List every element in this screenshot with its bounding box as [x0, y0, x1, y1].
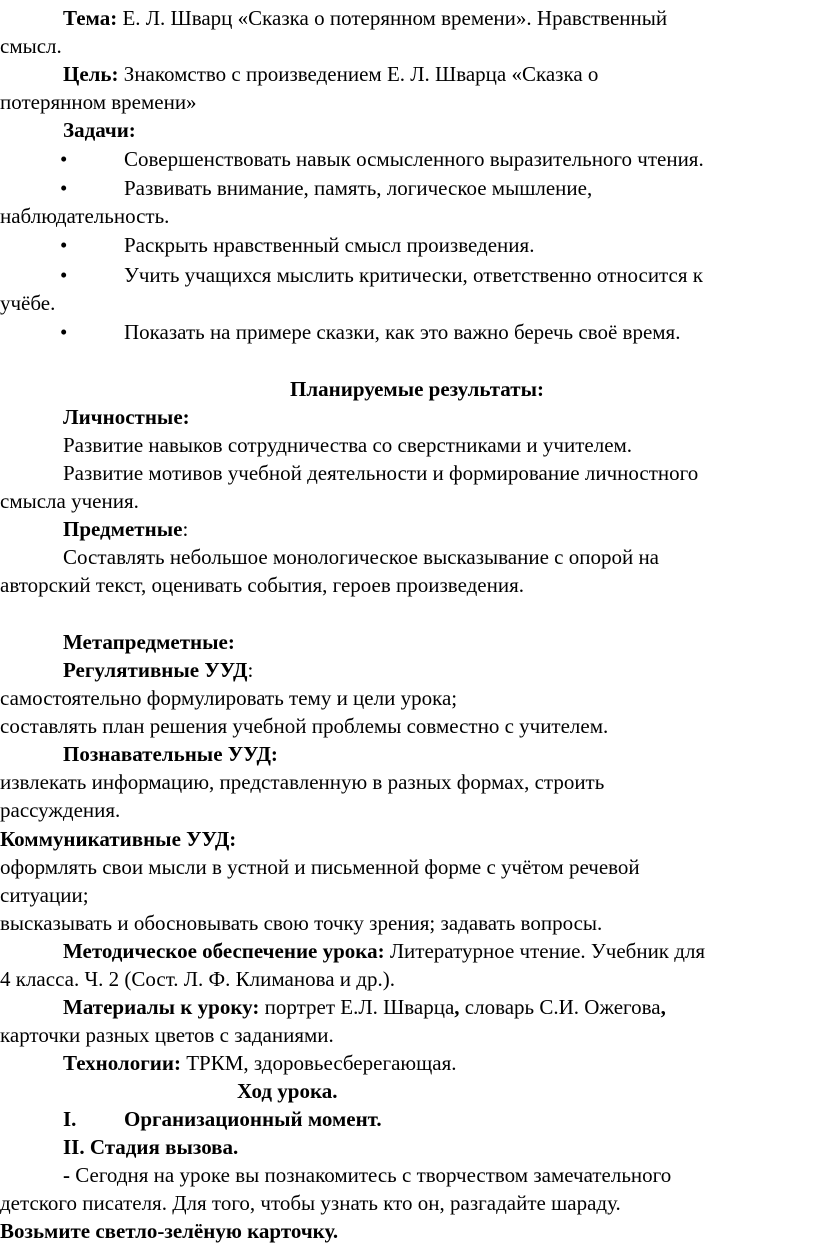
personal-label: Личностные: — [63, 405, 190, 429]
materials-label: Материалы к уроку: — [63, 995, 260, 1019]
intro-line — [63, 1161, 671, 1189]
task-item-2-cont: наблюдательность. — [0, 204, 170, 228]
goal-text: Знакомство с произведением Е. Л. Шварца «Сказка о — [118, 62, 599, 86]
methodology-label: Методическое обеспечение урока: — [63, 939, 385, 963]
personal-item-1: Развитие навыков сотрудничества со сверстниками и учителем. — [63, 433, 633, 457]
step-number: I. — [63, 1107, 77, 1131]
methodology-line-cont: 4 класса. Ч. 2 (Сост. Л. Ф. Климанова и др.). — [0, 967, 395, 991]
materials-line-cont: карточки разных цветов с заданиями. — [0, 1023, 334, 1047]
cognitive-item-cont: рассуждения. — [0, 798, 121, 822]
regulatory-label: Регулятивные УУД — [63, 658, 248, 682]
materials-text-b: словарь С.И. Ожегова — [459, 995, 661, 1019]
results-heading: Планируемые результаты: — [290, 377, 544, 401]
task-item-2 — [0, 174, 816, 202]
lesson-heading: Ход урока. — [237, 1079, 338, 1103]
subject-item-cont: авторский текст, оценивать события, героев произведения. — [0, 573, 525, 597]
topic-line-cont: смысл. — [0, 34, 62, 58]
intro-line-cont: детского писателя. Для того, чтобы узнать кто он, разгадайте шараду. — [0, 1191, 621, 1215]
cognitive-item: извлекать информацию, представленную в разных формах, строить — [0, 770, 605, 794]
cognitive-label: Познавательные УУД: — [63, 742, 278, 766]
bullet-icon: • — [60, 233, 68, 257]
materials-text-a: портрет Е.Л. Шварца — [259, 995, 455, 1019]
intro-text: Сегодня на уроке вы познакомитесь с творчеством замечательного — [70, 1163, 672, 1187]
communicative-item-1-cont: ситуации; — [0, 883, 89, 907]
topic-text: Е. Л. Шварц «Сказка о потерянном времени». Нравственный — [117, 6, 668, 30]
technologies-line — [63, 1049, 456, 1077]
topic-label: Тема: — [63, 6, 118, 30]
meta-label: Метапредметные: — [63, 630, 235, 654]
technologies-text: ТРКМ, здоровьесберегающая. — [180, 1051, 457, 1075]
task-text: Развивать внимание, память, логическое мышление, — [124, 176, 593, 200]
task-item-3 — [0, 231, 816, 259]
subject-colon: : — [182, 517, 189, 541]
subject-heading — [63, 515, 188, 543]
methodology-text: Литературное чтение. Учебник для — [384, 939, 706, 963]
subject-item: Составлять небольшое монологическое высказывание с опорой на — [63, 545, 659, 569]
personal-item-2-cont: смысла учения. — [0, 489, 139, 513]
bullet-icon: • — [60, 176, 68, 200]
task-item-4 — [0, 261, 816, 289]
methodology-line — [63, 937, 705, 965]
step-1 — [0, 1105, 816, 1133]
communicative-label: Коммуникативные УУД: — [0, 827, 237, 851]
card-instruction: Возьмите светло-зелёную карточку. — [0, 1219, 339, 1243]
personal-item-2: Развитие мотивов учебной деятельности и формирование личностного — [63, 461, 699, 485]
goal-line-cont: потерянном времени» — [0, 90, 197, 114]
subject-label: Предметные — [63, 517, 183, 541]
tasks-label: Задачи: — [63, 118, 136, 142]
task-text: Учить учащихся мыслить критически, ответственно относится к — [124, 263, 703, 287]
step-2: II. Стадия вызова. — [63, 1135, 239, 1159]
materials-comma: , — [454, 995, 460, 1019]
regulatory-colon: : — [247, 658, 254, 682]
bullet-icon: • — [60, 147, 68, 171]
regulatory-item-2: составлять план решения учебной проблемы совместно с учителем. — [0, 714, 609, 738]
goal-label: Цель: — [63, 62, 119, 86]
communicative-item-2: высказывать и обосновывать свою точку зрения; задавать вопросы. — [0, 911, 603, 935]
task-text: Показать на примере сказки, как это важно беречь своё время. — [124, 320, 681, 344]
step-title: Организационный момент. — [124, 1107, 382, 1131]
task-text: Совершенствовать навык осмысленного выразительного чтения. — [124, 147, 704, 171]
communicative-item-1: оформлять свои мысли в устной и письменной форме с учётом речевой — [0, 855, 640, 879]
bullet-icon: • — [60, 320, 68, 344]
task-item-4-cont: учёбе. — [0, 291, 56, 315]
task-text: Раскрыть нравственный смысл произведения. — [124, 233, 535, 257]
materials-line — [63, 993, 666, 1021]
task-item-5 — [0, 318, 816, 346]
goal-line — [63, 60, 598, 88]
intro-dash: - — [63, 1163, 70, 1187]
topic-line — [63, 4, 667, 32]
regulatory-heading — [63, 656, 253, 684]
technologies-label: Технологии: — [63, 1051, 181, 1075]
regulatory-item-1: самостоятельно формулировать тему и цели урока; — [0, 686, 458, 710]
materials-comma: , — [660, 995, 666, 1019]
task-item-1 — [0, 145, 816, 173]
bullet-icon: • — [60, 263, 68, 287]
